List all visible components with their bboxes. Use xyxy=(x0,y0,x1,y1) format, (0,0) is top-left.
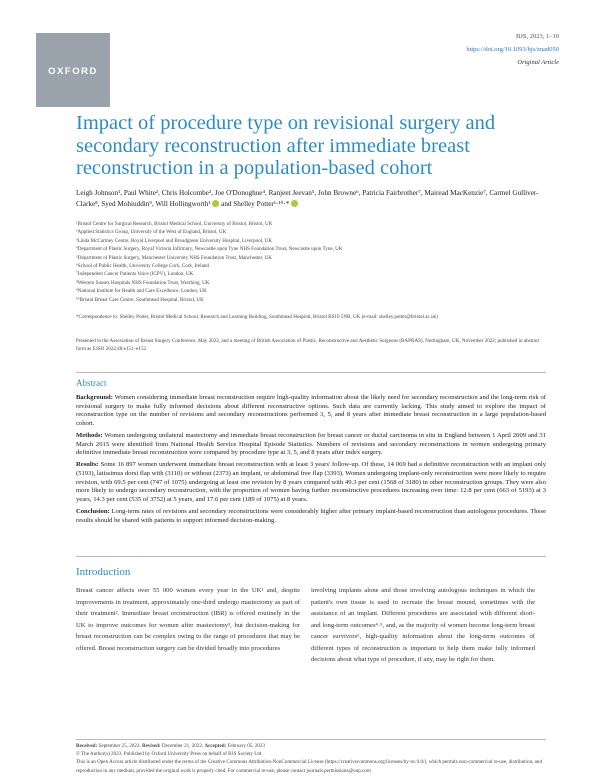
article-footer xyxy=(76,742,546,775)
affiliation: ²Applied Statistics Group, University of the West of England, Bristol, UK xyxy=(76,229,227,236)
abstract-label: Results: xyxy=(76,461,99,469)
authors-text: Leigh Johnson¹, Paul White², Chris Holcombe³, Joe O'Donoghue⁴, Ranjeet Jeevan⁵, John Browne⁶, Patricia Fairbrother⁷, Mairead MacKenzie⁷, Carmel Gulliver-Clarke⁸, Syed Mohiuddin⁹, Will Hollingworth¹ xyxy=(76,189,539,208)
logo-text: OXFORD xyxy=(48,66,98,77)
introduction-column-left: Breast cancer affects over 55 000 women every year in the UK¹ and, despite improvements in treatment, approximately one-third undergo mastectomy as part of their treatment². Immediate breast reconstruction (IBR) is offered routinely in the UK to improve outcomes for women after mastectomy³, but decision-making for breast reconstruction can be complex owing to the range of procedures that may be offered. Breast reconstruction surgery can be divided broadly into procedures xyxy=(76,587,300,652)
accepted-label: Accepted: xyxy=(204,743,227,749)
author-list xyxy=(76,188,546,210)
article-title: Impact of procedure type on revisional surgery and secondary reconstruction after immediate breast reconstruction in a population-based cohort xyxy=(76,112,496,179)
presented-note: Presented to the Association of Breast Surgery Conference, May 2022, and a meeting of British Association of Plastic, Reconstructive and Aesthetic Surgeons (BAPRAS), Nottingham, UK, November 2022; published in abstract form as EJSO 2022;48:e151–e152 xyxy=(76,338,540,353)
divider xyxy=(76,739,546,740)
abstract-heading: Abstract xyxy=(76,378,107,388)
abstract-paragraph xyxy=(76,394,546,429)
affiliation: ¹Bristol Centre for Surgical Research, Bristol Medical School, University of Bristol, Bristol, UK xyxy=(76,221,273,227)
received-date: September 25, 2022. xyxy=(97,743,141,749)
revised-label: Revised: xyxy=(141,743,161,749)
orcid-icon[interactable] xyxy=(291,200,298,207)
revised-date: December 21, 2022. xyxy=(160,743,204,749)
license-text: This is an Open Access article distributed under the terms of the Creative Commons Attribution-NonCommercial License (https://creativecommons.org/licenses/by-nc/4.0/), which permits non-commercial re-use, distribution, and reproduction in any medium, provided the original work is properly cited. For commercial re-use, please contact journals.permissions@oup.com xyxy=(76,759,543,774)
affiliation: ⁸Western Sussex Hospitals NHS Foundation Trust, Worthing, UK xyxy=(76,279,210,286)
abstract-label: Conclusion: xyxy=(76,508,110,515)
abstract-paragraph xyxy=(76,508,546,525)
affiliation: ⁵Department of Plastic Surgery, Manchester University NHS Foundation Trust, Manchester, UK xyxy=(76,254,272,261)
introduction-column-right: involving implants alone and those involving autologous techniques in which the patient's own tissue is used to recreate the breast mound, sometimes with the assistance of an implant. Different procedures are associated with different short- and long-term outcomes⁴·⁵, and, as the majority of women become long-term breast cancer survivors⁶, high-quality information about the long-term outcomes of different types of reconstruction is important to help them make fully informed decisions about what type of procedure, if any, may be right for them. xyxy=(311,587,535,663)
doi-link[interactable]: https://doi.org/10.1093/bjs/znad050 xyxy=(466,46,559,53)
abstract-text: Women undergoing unilateral mastectomy and immediate breast reconstruction for breast cancer or ductal carcinoma in situ in England between 1 April 2009 and 31 March 2015 were identified from National Health Service Hospital Episode Statistics. Numbers of revisions and secondary reconstructions in women undergoing primary definitive immediate breast reconstruction were compared by procedure type at 3, 5, and 8 years after index surgery. xyxy=(76,432,546,457)
affiliation: ⁷Independent Cancer Patients Voice (ICPV), London, UK xyxy=(76,271,194,278)
accepted-date: February 05, 2023 xyxy=(226,743,266,749)
affiliation: ³Linda McCartney Centre, Royal Liverpool and Broadgreen University Hospital, Liverpool, UK xyxy=(76,237,273,244)
abstract-body xyxy=(76,394,546,529)
abstract-paragraph xyxy=(76,432,546,458)
abstract-paragraph xyxy=(76,461,546,505)
divider xyxy=(76,556,546,557)
correspondence: *Correspondence to: Shelley Potter, Bristol Medical School, Research and Learning Building, Southmead Hospital, Bristol BS10 5NB, UK (e-mail: shelley.potter@bristol.ac.uk) xyxy=(76,314,438,320)
abstract-text: Women considering immediate breast reconstruction require high-quality information about the likely need for secondary reconstruction and the long-term risk of revisional surgery to make fully informed decisions about different reconstructive options. Such data are currently lacking. This study aimed to explore the impact of reconstruction type on the number of revisions and secondary reconstructions performed 3, 5, and 8 years after immediate breast reconstruction in a large population-based cohort. xyxy=(76,394,546,428)
affiliations xyxy=(76,220,546,304)
article-type: Original Article xyxy=(517,59,559,66)
copyright: © The Author(s) 2023. Published by Oxford University Press on behalf of BJS Society Ltd. xyxy=(76,751,263,758)
abstract-label: Methods: xyxy=(76,432,103,439)
affiliation: ⁶School of Public Health, University College Cork, Cork, Ireland xyxy=(76,263,209,270)
divider xyxy=(76,372,546,373)
abstract-text: Some 16 897 women underwent immediate breast reconstruction with at least 3 years' follow-up. Of these, 14 069 had a definitive reconstruction with an implant only (5193), latissimus dorsi flap with (3110) or without (2373) an implant, or abdominal free flap (3393). Women undergoing implant-only reconstruction were more likely to require revision, with 69.5 per cent (747 of 1075) undergoing at least one revision by 8 years compared with 49.3 per cent (1568 of 3180) in other reconstruction groups. They were also more likely to undergo secondary reconstruction, with the proportion of women having further reconstructive procedures increasing over time: 12.8 per cent (663 of 5193) at 3 years, 14.3 per cent (535 of 3752) at 5 years, and 17.6 per cent (189 of 1075) at 8 years. xyxy=(76,461,546,504)
introduction-heading: Introduction xyxy=(76,566,131,578)
affiliation: ⁹National Institute for Health and Care Excellence, London, UK xyxy=(76,288,207,295)
received-label: Received: xyxy=(76,743,98,749)
authors-tail: and Shelley Potter¹·¹⁰·* xyxy=(219,200,290,208)
affiliation: ¹⁰Bristol Breast Care Centre, Southmead Hospital, Bristol, UK xyxy=(76,296,204,303)
abstract-text: Long-term rates of revisions and secondary reconstructions were considerably higher after primary implant-based reconstruction than autologous procedures. These results should be shared with patients to support informed decision-making. xyxy=(76,508,546,524)
journal-citation: BJS, 2023, 1–10 xyxy=(516,33,559,40)
affiliation: ⁴Department of Plastic Surgery, Royal Victoria Infirmary, Newcastle upon Tyne NHS Foundation Trust, Newcastle upon Tyne, UK xyxy=(76,246,343,253)
dates-line xyxy=(76,742,546,750)
abstract-label: Background: xyxy=(76,394,113,401)
oxford-logo[interactable] xyxy=(36,33,110,107)
